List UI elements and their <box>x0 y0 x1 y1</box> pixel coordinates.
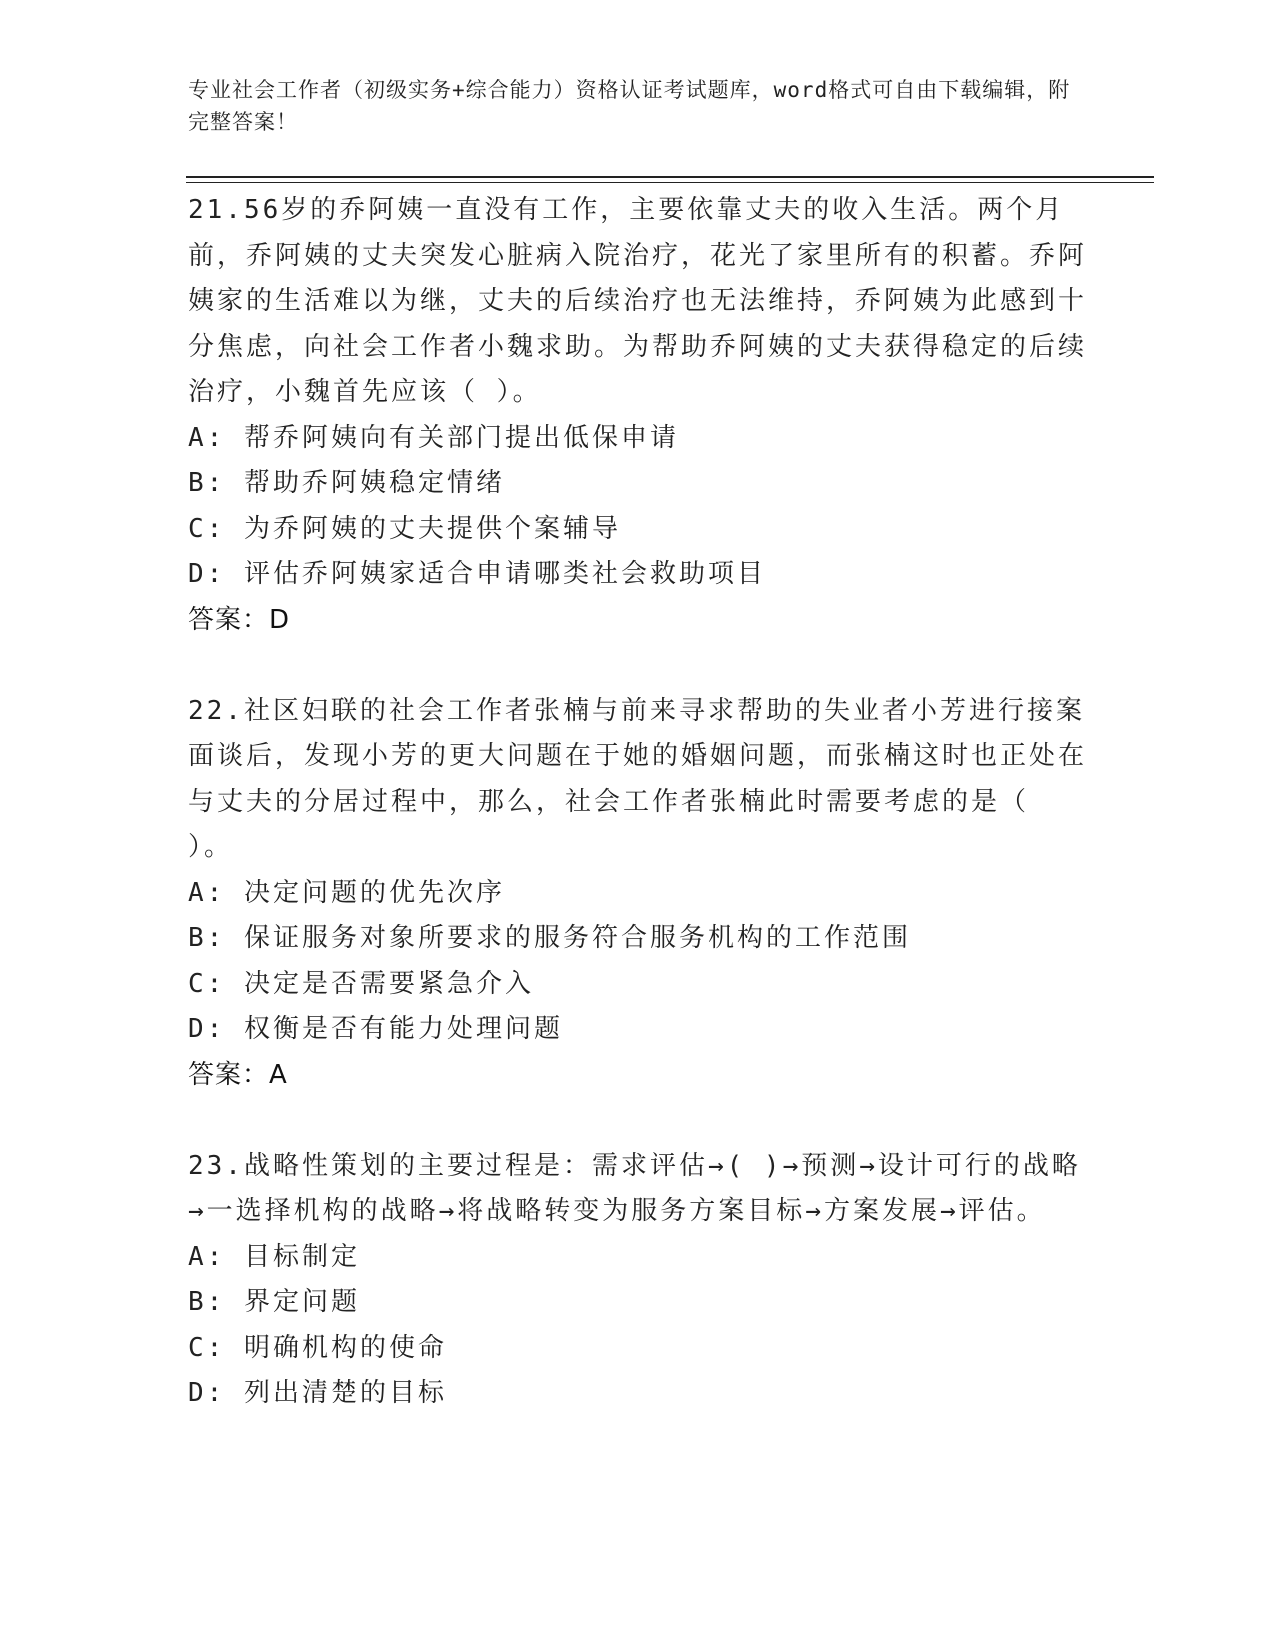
option-c: C: 明确机构的使命 <box>188 1332 447 1363</box>
option-d: D: 权衡是否有能力处理问题 <box>188 1014 563 1044</box>
question-stem: 22.社区妇联的社会工作者张楠与前来寻求帮助的失业者小芳进行接案面谈后，发现小芳的更大问题在于她的婚姻问题，而张楠这时也正处在与丈夫的分居过程中，那么，社会工作者张楠此时需要考虑的是（ ）。 <box>188 695 1088 862</box>
option-a: A: 决定问题的优先次序 <box>188 877 505 908</box>
question-list <box>188 188 1088 1417</box>
option-a: A: 目标制定 <box>188 1241 360 1272</box>
option-c: C: 为乔阿姨的丈夫提供个案辅导 <box>188 513 621 544</box>
option-d: D: 评估乔阿姨家适合申请哪类社会救助项目 <box>188 559 766 589</box>
option-a: A: 帮乔阿姨向有关部门提出低保申请 <box>188 422 679 453</box>
question-22 <box>188 689 1088 1099</box>
document-header: 专业社会工作者（初级实务+综合能力）资格认证考试题库，word格式可自由下载编辑，附完整答案！ <box>188 78 1071 134</box>
question-23 <box>188 1144 1088 1417</box>
question-21 <box>188 188 1088 643</box>
header-rule-thick <box>186 176 1154 178</box>
option-b: B: 界定问题 <box>188 1287 360 1317</box>
header-rule-thin <box>186 182 1154 183</box>
question-spacer <box>188 643 1088 689</box>
question-stem: 21.56岁的乔阿姨一直没有工作，主要依靠丈夫的收入生活。两个月前，乔阿姨的丈夫突发心脏病入院治疗，花光了家里所有的积蓄。乔阿姨家的生活难以为继，丈夫的后续治疗也无法维持，乔阿姨为此感到十分焦虑，向社会工作者小魏求助。为帮助乔阿姨的丈夫获得稳定的后续治疗，小魏首先应该（ ）。 <box>188 195 1088 407</box>
option-b: B: 帮助乔阿姨稳定情绪 <box>188 468 505 498</box>
question-spacer <box>188 1098 1088 1144</box>
answer-line: 答案：D <box>188 604 291 635</box>
option-b: B: 保证服务对象所要求的服务符合服务机构的工作范围 <box>188 923 911 953</box>
answer-line: 答案：A <box>188 1059 288 1090</box>
option-d: D: 列出清楚的目标 <box>188 1378 447 1408</box>
option-c: C: 决定是否需要紧急介入 <box>188 968 534 999</box>
question-stem: 23.战略性策划的主要过程是：需求评估→( )→预测→设计可行的战略→一选择机构的战略→将战略转变为服务方案目标→方案发展→评估。 <box>188 1150 1081 1226</box>
